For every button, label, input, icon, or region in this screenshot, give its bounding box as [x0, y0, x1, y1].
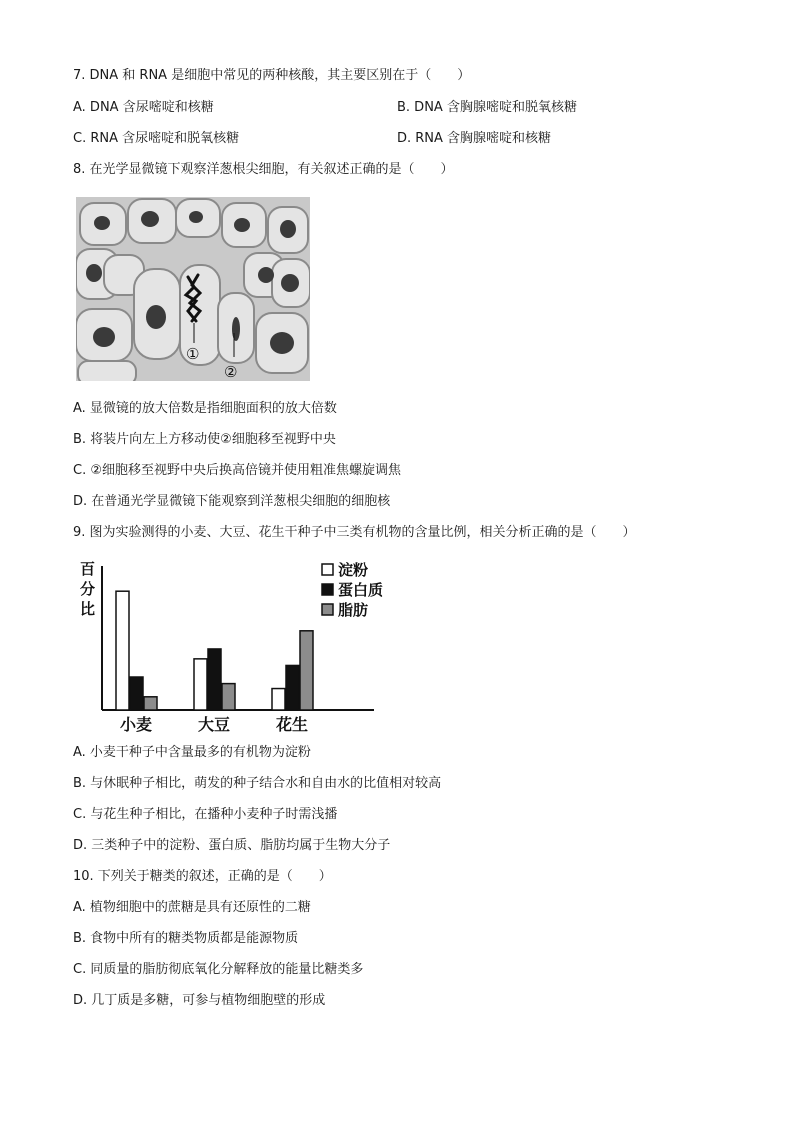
y-axis-label-char: 百: [80, 560, 96, 578]
bar-3-2: [222, 684, 235, 710]
legend-swatch: [322, 564, 333, 575]
q7-stem: 7. DNA 和 RNA 是细胞中常见的两种核酸，其主要区别在于（ ）: [73, 68, 471, 83]
q8-option-c: C. ②细胞移至视野中央后换高倍镜并使用粗准焦螺旋调焦: [73, 463, 401, 478]
q10-option-b: B. 食物中所有的糖类物质都是能源物质: [73, 931, 299, 946]
bar-1-1: [116, 591, 129, 710]
x-tick-label: 花生: [275, 715, 309, 734]
q10-option-d: D. 几丁质是多糖，可参与植物细胞壁的形成: [73, 993, 326, 1008]
x-tick-label: 大豆: [197, 715, 231, 734]
q8-option-a: A. 显微镜的放大倍数是指细胞面积的放大倍数: [73, 401, 337, 416]
q7-option-a: A. DNA 含尿嘧啶和核糖: [73, 100, 214, 115]
q8-option-d: D. 在普通光学显微镜下能观察到洋葱根尖细胞的细胞核: [73, 494, 391, 509]
figure-label-1: ①: [186, 345, 200, 363]
q9-option-b: B. 与休眠种子相比，萌发的种子结合水和自由水的比值相对较高: [73, 776, 442, 791]
seed-composition-chart: [74, 556, 394, 736]
q7-option-d: D. RNA 含胸腺嘧啶和核糖: [397, 131, 552, 146]
legend-label: 蛋白质: [338, 581, 384, 599]
bar-2-2: [208, 649, 221, 710]
bar-3-1: [144, 697, 157, 710]
q8-option-b: B. 将装片向左上方移动使②细胞移至视野中央: [73, 432, 336, 447]
bar-chart-svg: [74, 556, 394, 736]
q8-stem: 8. 在光学显微镜下观察洋葱根尖细胞，有关叙述正确的是（ ）: [73, 162, 454, 177]
x-tick-label: 小麦: [119, 715, 153, 734]
q10-stem: 10. 下列关于糖类的叙述，正确的是（ ）: [73, 869, 332, 884]
q10-option-c: C. 同质量的脂肪彻底氧化分解释放的能量比糖类多: [73, 962, 364, 977]
figure-label-2: ②: [224, 363, 238, 381]
y-axis-label-char: 比: [80, 600, 96, 618]
q9-stem: 9. 图为实验测得的小麦、大豆、花生干种子中三类有机物的含量比例，相关分析正确的是（ ）: [73, 525, 636, 540]
bar-3-3: [300, 631, 313, 710]
micrograph-onion-root-tip: [76, 197, 310, 381]
bar-2-1: [130, 677, 143, 710]
legend-label: 脂肪: [338, 601, 369, 619]
legend-label: 淀粉: [338, 561, 369, 579]
bar-1-2: [194, 659, 207, 710]
q10-option-a: A. 植物细胞中的蔗糖是具有还原性的二糖: [73, 900, 311, 915]
bar-2-3: [286, 665, 299, 710]
y-axis-label-char: 分: [80, 580, 96, 598]
q7-option-b: B. DNA 含胸腺嘧啶和脱氧核糖: [397, 100, 577, 115]
bar-1-3: [272, 689, 285, 710]
q9-option-d: D. 三类种子中的淀粉、蛋白质、脂肪均属于生物大分子: [73, 838, 391, 853]
q9-option-a: A. 小麦干种子中含量最多的有机物为淀粉: [73, 745, 311, 760]
q7-option-c: C. RNA 含尿嘧啶和脱氧核糖: [73, 131, 240, 146]
legend-swatch: [322, 604, 333, 615]
q9-option-c: C. 与花生种子相比，在播种小麦种子时需浅播: [73, 807, 338, 822]
legend-swatch: [322, 584, 333, 595]
